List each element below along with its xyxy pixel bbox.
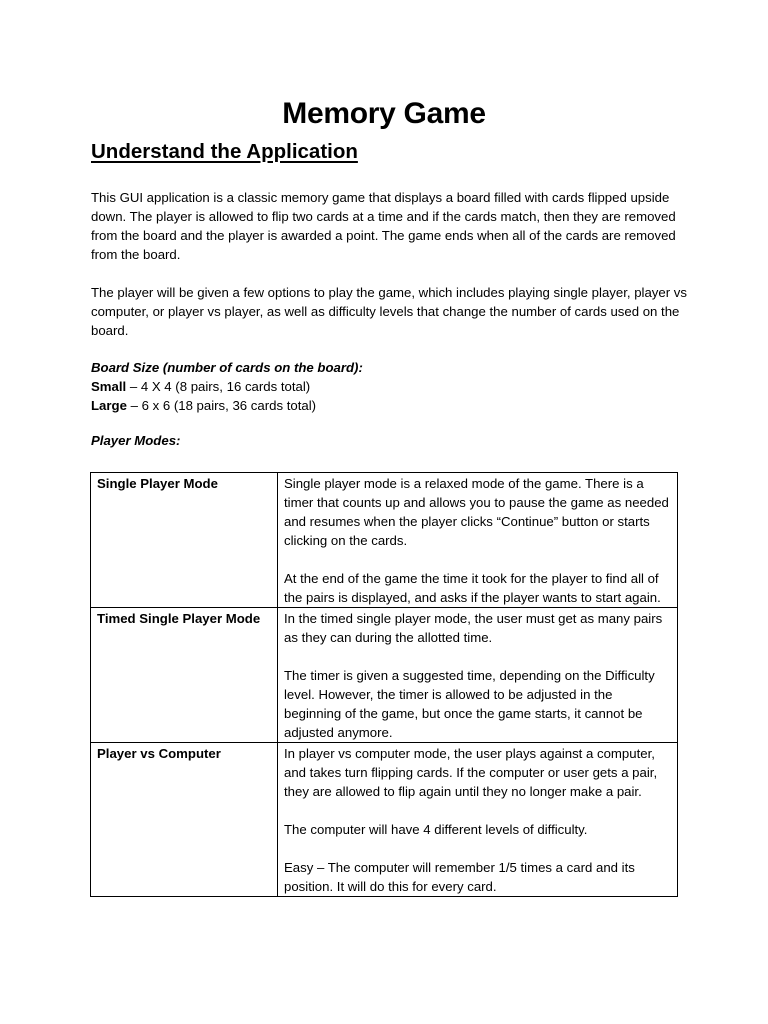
- mode-description: [278, 743, 678, 897]
- mode-description-paragraph: At the end of the game the time it took for the player to find all of the pairs is displayed, and asks if the player wants to start again.: [284, 571, 661, 605]
- intro-paragraph: This GUI application is a classic memory game that displays a board filled with cards flipped upside down. The player is allowed to flip two cards at a time and if the cards match, then they are removed from the board and the player is awarded a point. The game ends when all of the cards are removed from the board.: [91, 190, 676, 262]
- player-modes-label: Player Modes:: [91, 433, 181, 448]
- board-size-large: [91, 396, 363, 415]
- mode-description-paragraph: The computer will have 4 different levels of difficulty.: [284, 822, 588, 837]
- mode-description-paragraph: The timer is given a suggested time, depending on the Difficulty level. However, the timer is allowed to be adjusted in the beginning of the game, but once the game starts, it cannot be adjusted anymore.: [284, 668, 655, 740]
- mode-description: [278, 608, 678, 743]
- board-size-small-text: – 4 X 4 (8 pairs, 16 cards total): [126, 379, 311, 394]
- mode-description-paragraph: In player vs computer mode, the user plays against a computer, and takes turn flipping cards. If the computer or user gets a pair, they are allowed to flip again until they no longer make a pair.: [284, 746, 658, 799]
- mode-description-paragraph: In the timed single player mode, the user must get as many pairs as they can during the allotted time.: [284, 611, 663, 645]
- board-size-large-label: Large: [91, 398, 127, 413]
- table-row: [91, 608, 678, 743]
- document-title: Memory Game: [282, 97, 486, 130]
- board-size-label: Board Size (number of cards on the board):: [91, 360, 363, 375]
- mode-name: Timed Single Player Mode: [91, 608, 278, 743]
- options-paragraph: The player will be given a few options to play the game, which includes playing single player, player vs computer, or player vs player, as well as difficulty levels that change the number of cards used on the board.: [91, 285, 687, 338]
- mode-description: [278, 473, 678, 608]
- board-size-large-text: – 6 x 6 (18 pairs, 36 cards total): [126, 398, 317, 413]
- mode-description-paragraph: Single player mode is a relaxed mode of the game. There is a timer that counts up and allows you to pause the game as needed and resumes when the player clicks “Continue” button or starts clicking on the cards.: [284, 476, 669, 548]
- board-size-small: [91, 377, 363, 396]
- section-heading: Understand the Application: [91, 140, 358, 163]
- board-size-section: [91, 358, 363, 415]
- table-row: [91, 743, 678, 897]
- mode-name: Player vs Computer: [91, 743, 278, 897]
- board-size-small-label: Small: [91, 379, 127, 394]
- player-modes-table: [90, 472, 678, 897]
- mode-description-paragraph: Easy – The computer will remember 1/5 times a card and its position. It will do this for every card.: [284, 860, 635, 894]
- mode-name: Single Player Mode: [91, 473, 278, 608]
- table-row: [91, 473, 678, 608]
